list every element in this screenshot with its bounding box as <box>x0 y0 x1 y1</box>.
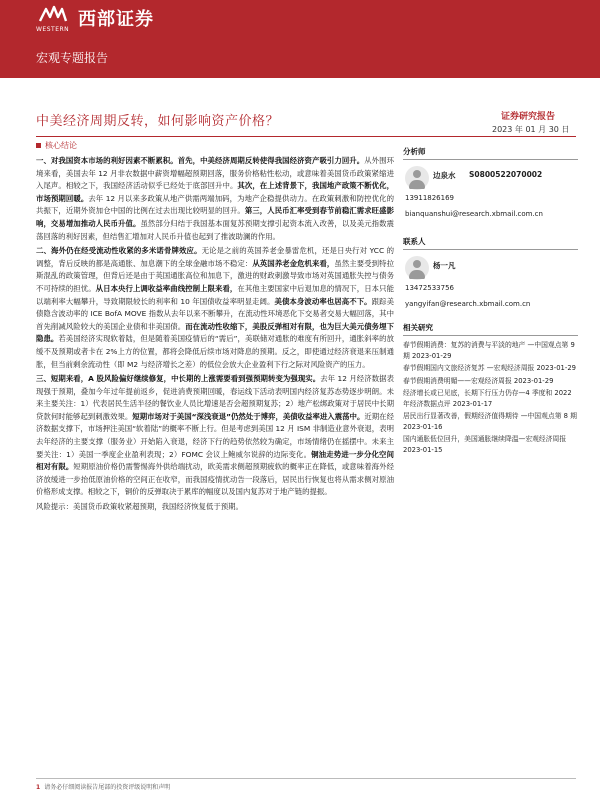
report-label: 证券研究报告 <box>501 112 556 122</box>
analyst-phone: 13911826169 <box>405 194 454 202</box>
bullet-icon <box>36 143 41 148</box>
emphasis-text: 一、对我国资本市场的利好因素不断累积。首先，中美经济周期反转使得我国经济资产吸引力回升。 <box>36 156 365 165</box>
footer-disclaimer: 请务必仔细阅读报告尾部的投资评级说明和声明 <box>44 784 171 791</box>
contact-email[interactable]: yangyifan@research.xbmail.com.cn <box>405 300 531 308</box>
header-banner <box>0 0 600 78</box>
logo-company-name: 西部证券 <box>78 9 154 30</box>
body-paragraph <box>36 155 394 243</box>
contact-card <box>403 254 578 322</box>
emphasis-text: 美债本身波动率也居高不下。 <box>274 296 372 306</box>
logo-sub-text: WESTERN <box>36 26 70 33</box>
body-text: 去年 12 月以来多政策从地产供需两端加码，为地产企稳提供动力。在政策刺激和防控优化的共振下，近期外资加仓中国的比例在过去出现比较明显的回升。 <box>36 193 394 216</box>
emphasis-text: 而在流动性收缩下，美股反弹相对有限，也为巨大美元债务埋下隐患。 <box>36 321 394 344</box>
page-title: 中美经济周期反转，如何影响资产价格？ <box>36 114 280 129</box>
body-paragraph <box>36 373 394 499</box>
related-item[interactable]: 居民出行显著改善，假期经济值得期待 —中国观点第 8 期 2023-01-16 <box>403 412 577 431</box>
related-item[interactable]: 国内通胀低位回升，美国通胀继续降温—宏观经济周报 2023-01-15 <box>403 435 567 454</box>
related-item[interactable]: 春节假期国内文旅经济复苏 —宏观经济周报 2023-01-29 <box>403 364 576 372</box>
page-number: 1 <box>36 784 41 791</box>
logo-icon <box>38 5 68 25</box>
body-text: 在其他主要国家中后退加息的情况下，日本只能以端利率大幅攀升，导致期限较长的利率和 10 年国债收益率明显走阔。 <box>36 283 394 306</box>
analyst-email[interactable]: bianquanshui@research.xbmail.com.cn <box>405 210 543 218</box>
emphasis-text: 短期市场对于美国“深浅衰退”仍然处于博弈，美债收益率进入震荡中。 <box>132 411 365 421</box>
footer-divider <box>36 778 576 779</box>
report-type: 宏观专题报告 <box>36 51 109 65</box>
analyst-card <box>403 164 578 236</box>
emphasis-text: 从英国养老金危机来看， <box>252 258 335 268</box>
analyst-name: 边泉水 <box>433 171 456 180</box>
title-divider <box>36 136 576 137</box>
related-item[interactable]: 经济增长或已见底，长期下行压力仍存—4 季度和 2022 年经济数据点评 2023-01-17 <box>403 389 572 408</box>
emphasis-text: 第三，人民币汇率受到春节前稳汇需求旺盛影响，交易增加推动人民币升值。 <box>36 206 394 228</box>
body-text: 短期原油价格仍需警惕海外供给端扰动，欧美需求侧超预期疲软的概率正在降低，或意味着海外经济放缓进一步抬低原油价格的空间正在收窄，而我国疫情扰动告一段落后，居民出行恢复也将从需求侧对原油价格形成支撑。相较之下，铜价的反弹取决于累库的幅度以及国内复苏对于地产链的提振。 <box>36 462 394 497</box>
analyst-cert: S0800522070002 <box>469 170 543 179</box>
body-paragraph <box>36 245 394 371</box>
related-heading: 相关研究 <box>403 322 578 336</box>
body-text: 虽然主要受到特拉斯混乱的政策管理，但背后还是由于英国通胀高位和加息下，激进的财政刺激导致市场对英国通胀失控与债务不可持续的担忧。 <box>36 258 394 293</box>
avatar-icon <box>405 166 429 190</box>
body-text: 虽然部分归结于我国基本面复苏预期支撑引起资本流入改善，以及美元指数震荡回落的利好因素，但结售汇增加对人民币升值也起到了推波助澜的作用。 <box>36 218 394 241</box>
body-text: 风险提示：美国货币政策收紧超预期，我国经济恢复低于预期。 <box>36 502 243 512</box>
body-text: 若美国经济实现软着陆，但是随着美国疫情后的“需后”，美联储对通胀的难度有所回升，通胀斜率的放缓不及预期或者卡在 2%上方的位置，都将会降低后续市场对降息的预期。反之，即使通过经济衰退来压制通胀，但当前剩余流动性（即 M2 与经济增长之差）的低位会放大企业盈利下行之际对风险资产的压力。 <box>36 334 394 369</box>
sidebar <box>403 146 578 457</box>
related-item[interactable]: 春节假期消费明媚——宏观经济周报 2023-01-29 <box>403 376 554 385</box>
related-list <box>403 340 578 455</box>
section-heading-text: 核心结论 <box>45 141 77 150</box>
body-paragraph <box>36 501 394 514</box>
body-text: 从外围环境来看，美国去年 12 月非农数据中薪资增幅超预期回落，服务价格粘性松动，或意味着美国货币政策紧缩进入尾声。相较之下，我国经济活动似乎已经处于底部回升中。 <box>36 156 394 191</box>
related-item[interactable]: 春节假期消费：复苏的消费与平淡的地产 —中国观点第 9 期 2023-01-29 <box>403 341 575 360</box>
footer <box>36 782 170 791</box>
section-heading <box>36 140 77 151</box>
report-date: 2023 年 01 月 30 日 <box>492 125 570 134</box>
analysts-heading: 分析师 <box>403 146 578 160</box>
contact-heading: 联系人 <box>403 236 578 250</box>
contact-name: 杨一凡 <box>433 261 456 270</box>
body-text: 跟踪美债隐含波动率的 ICE BofA MOVE 指数从去年以来不断攀升，在流动性环境恶化下交易者交易大幅回落，其中首先削减风险较大的美国企业债和非美国债。 <box>36 296 394 331</box>
emphasis-text: 三、短期来看，A 股风险偏好继续修复，中长期的上涨需要看到强预期转变为强现实。 <box>36 374 321 384</box>
body-text: 无论是之前的英国养老金暴雷危机，还是日央行对 YCC 的调整，背后反映的都是高通胀、加息潮下的全球金融市场不稳定： <box>36 246 394 268</box>
body-text: 去年 12 月经济数据表现强于预期，叠加今年过年提前返乡，促进消费预期回暖，春运线下活动表明国内经济复苏态势逐步明朗。未来主要关注：1）代表居民生活半径的餐饮业人员比增速是否会超预期复苏；2）地产松绑政策对于居民中长期贷款何时能够起到刺激效果。 <box>36 374 394 421</box>
avatar-icon <box>405 256 429 280</box>
body-text: 近期在经济数据支撑下，市场押注美国“软着陆”的概率不断上行。但是考虑到美国 12 月 ISM 非制造业意外衰退，表明去年经济的主要支撑（服务业）开始陷入衰退，经济下行的趋势依然较为确定，市场情绪仍在摇摆中。未来主要关注：1）美国一季度企业盈利表现；2）FOMC 会议上鲍威尔说辞的边际变化。 <box>36 411 394 459</box>
main-body <box>36 155 394 516</box>
emphasis-text: 铜油走势进一步分化空间相对有限。 <box>36 449 394 472</box>
emphasis-text: 二、海外仍在经受流动性收紧的多米诺骨牌效应。 <box>36 246 202 256</box>
emphasis-text: 从日本央行上调收益率曲线控制上限来看， <box>95 283 238 293</box>
emphasis-text: 其次，在上述背景下，我国地产政策不断优化，市场预期回暖。 <box>36 181 394 203</box>
contact-phone: 13472533756 <box>405 284 454 292</box>
